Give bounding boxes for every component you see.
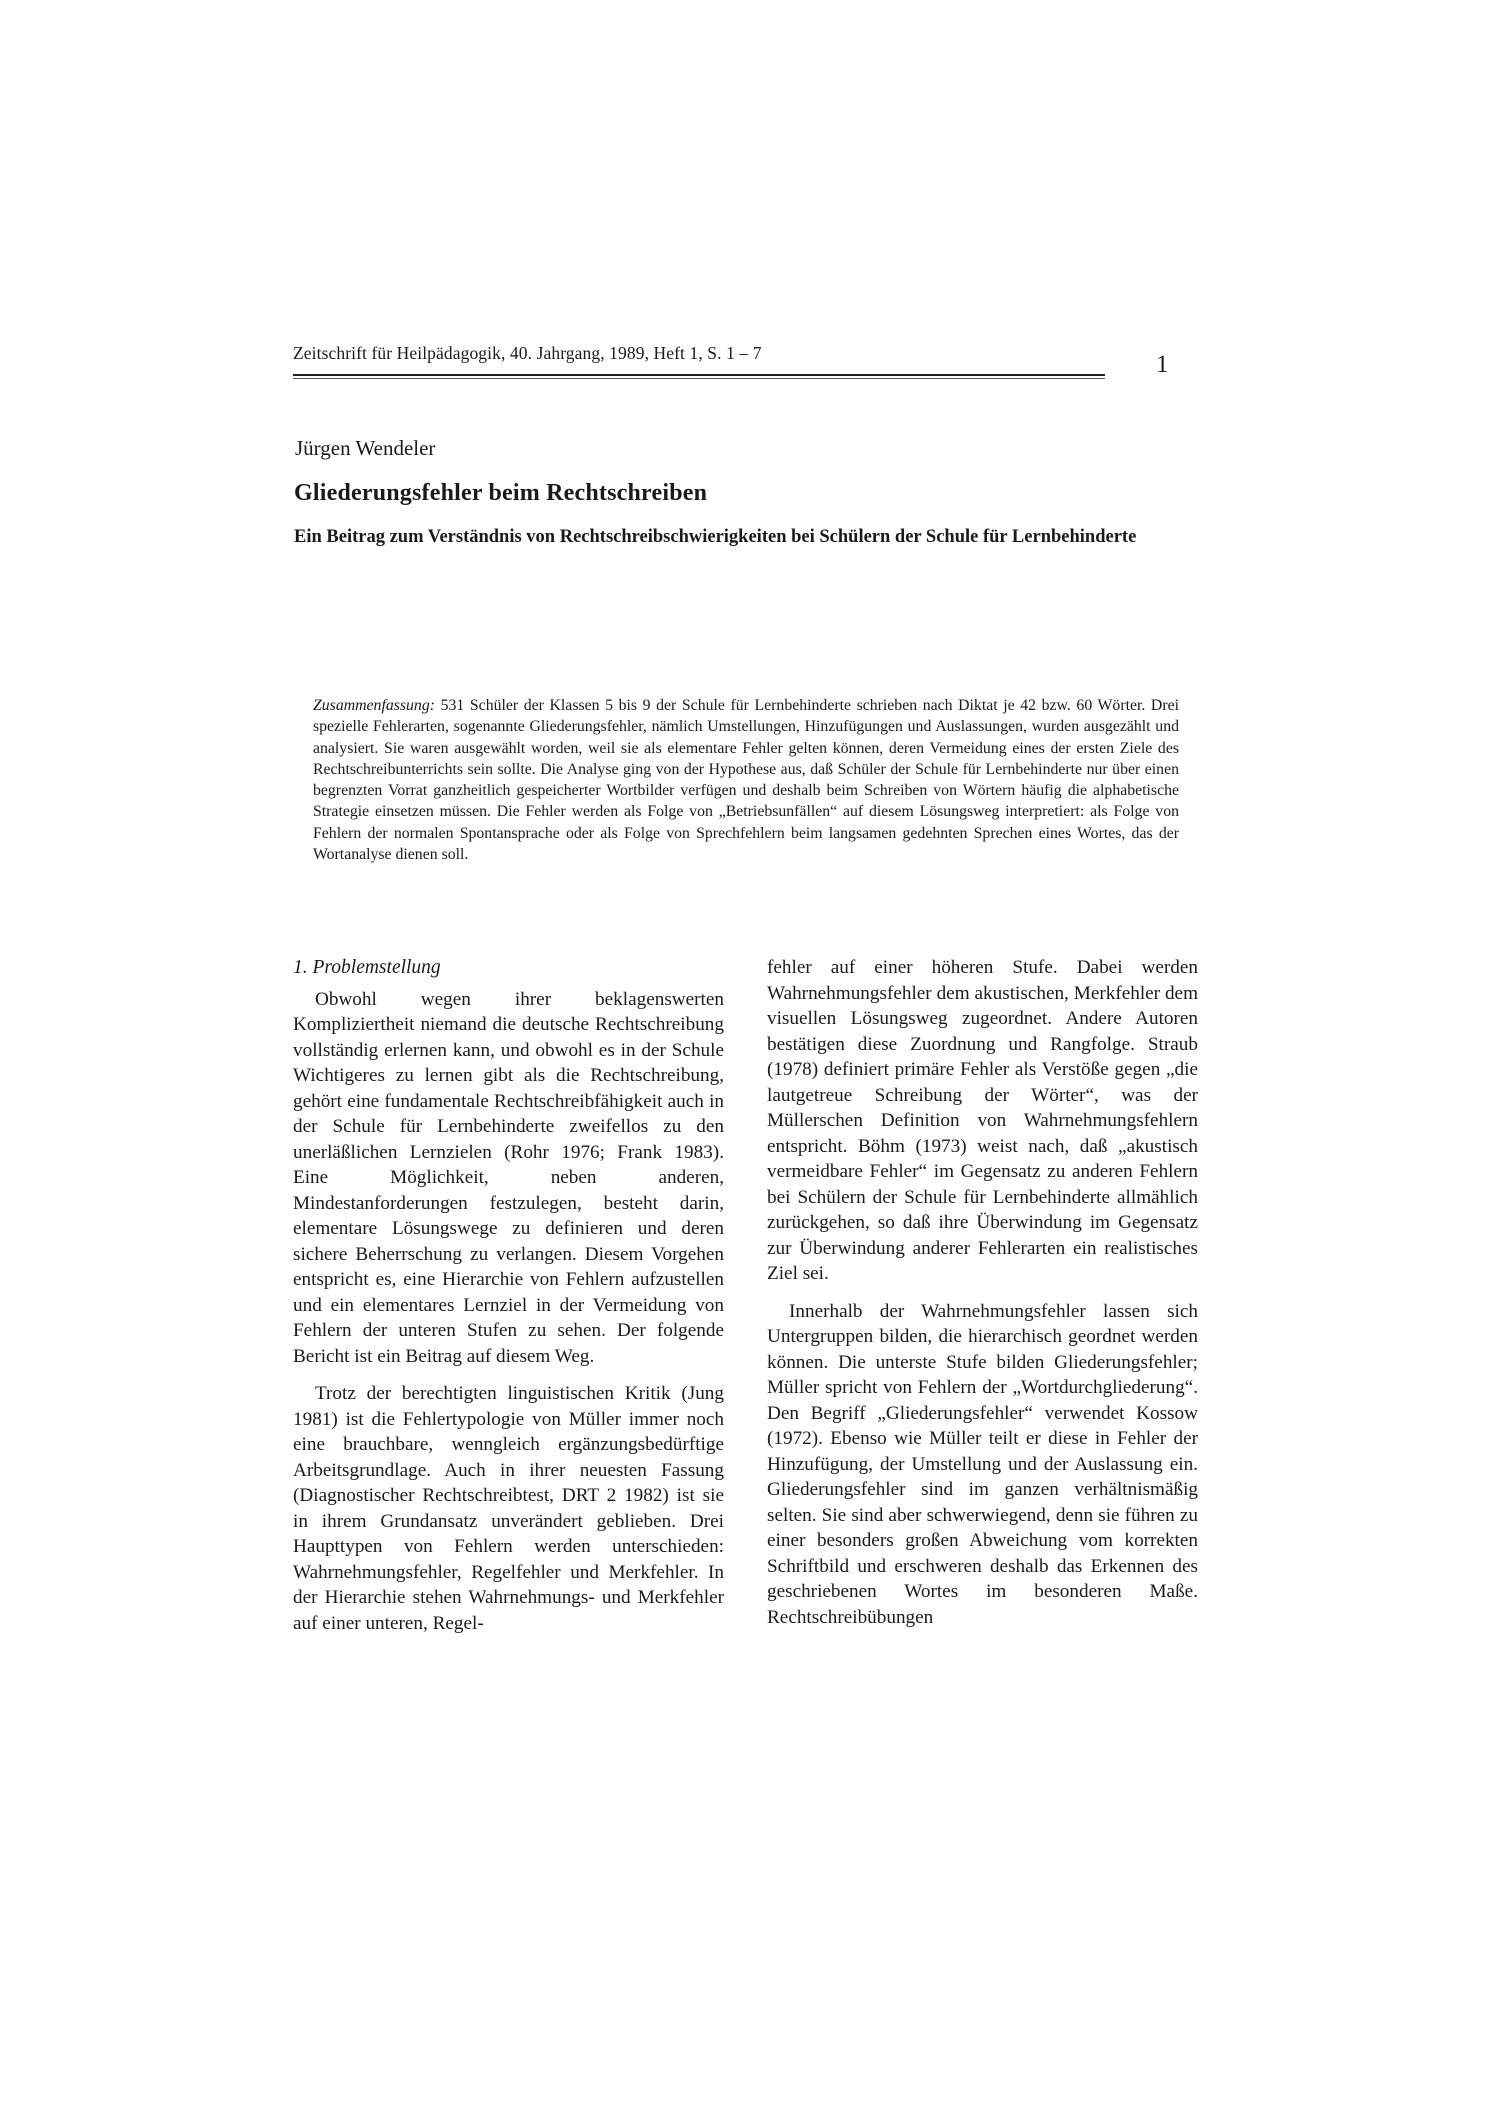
author-name: Jürgen Wendeler: [295, 436, 436, 460]
abstract-label: Zusammenfassung:: [313, 697, 435, 714]
right-column: [767, 955, 1198, 1630]
section-number: 1.: [293, 957, 308, 978]
abstract: [313, 695, 1179, 865]
journal-citation: Zeitschrift für Heilpädagogik, 40. Jahrgang, 1989, Heft 1, S. 1 – 7: [293, 343, 762, 363]
abstract-text: 531 Schüler der Klassen 5 bis 9 der Schule für Lernbehinderte schrieben nach Diktat je 42 bzw. 60 Wörter. Drei spezielle Fehlerarten, sogenannte Gliederungsfehler, nämlich Umstellungen, Hinzufügungen und Auslassungen, wurden ausgezählt und analysiert. Sie waren ausgewählt worden, weil sie als elementare Fehler gelten können, deren Vermeidung eines der ersten Ziele des Rechtschreibunterrichts sein sollte. Die Analyse ging von der Hypothese aus, daß Schüler der Schule für Lernbehinderte nur über einen begrenzten Vorrat ganzheitlich gespeicherter Wortbilder verfügen und deshalb beim Schreiben von Wörtern häufig die alphabetische Strategie einsetzen müssen. Die Fehler werden als Folge von „Betriebsunfällen“ auf diesem Lösungsweg interpretiert: als Folge von Fehlern der normalen Spontansprache oder als Folge von Sprechfehlern beim langsamen gedehnten Sprechen eines Wortes, das der Wortanalyse dienen soll.: [313, 697, 1179, 864]
paragraph: Trotz der berechtigten linguistischen Kritik (Jung 1981) ist die Fehlertypologie von Müller immer noch eine brauchbare, wenngleich ergänzungsbedürftige Arbeitsgrundlage. Auch in ihrer neuesten Fassung (Diagnostischer Rechtschreibtest, DRT 2 1982) ist sie in ihrem Grundansatz unverändert geblieben. Drei Haupttypen von Fehlern werden unterschieden: Wahrnehmungsfehler, Regelfehler und Merkfehler. In der Hierarchie stehen Wahrnehmungs- und Merkfehler auf einer unteren, Regel-: [293, 1383, 724, 1634]
paragraph: Obwohl wegen ihrer beklagenswerten Kompliziertheit niemand die deutsche Rechtschreibung vollständig erlernen kann, und obwohl es in der Schule Wichtigeres zu lernen gibt als die Rechtschreibung, gehört eine fundamentale Rechtschreibfähigkeit auch in der Schule für Lernbehinderte zweifellos zu den unerläßlichen Lernzielen (Rohr 1976; Frank 1983). Eine Möglichkeit, neben anderen, Mindestanforderungen festzulegen, besteht darin, elementare Lösungswege zu definieren und deren sichere Beherrschung zu verlangen. Diesem Vorgehen entspricht es, eine Hierarchie von Fehlern aufzustellen und ein elementares Lernziel in der Vermeidung von Fehlern der unteren Stufen zu sehen. Der folgende Bericht ist ein Beitrag auf diesem Weg.: [293, 988, 724, 1367]
section-title: Problemstellung: [312, 957, 441, 978]
paragraph: Innerhalb der Wahrnehmungsfehler lassen sich Untergruppen bilden, die hierarchisch geordnet werden können. Die unterste Stufe bilden Gliederungsfehler; Müller spricht von Fehlern der „Wortdurchgliederung“. Den Begriff „Gliederungsfehler“ verwendet Kossow (1972). Ebenso wie Müller teilt er diese in Fehler der Hinzufügung, der Umstellung und der Auslassung ein. Gliederungsfehler sind im ganzen verhältnismäßig selten. Sie sind aber schwerwiegend, denn sie führen zu einer besonders großen Abweichung vom korrekten Schriftbild und erschweren deshalb das Erkennen des geschriebenen Wortes im besonderen Maße. Rechtschreibübungen: [767, 1300, 1198, 1628]
header-rule: [293, 374, 1105, 376]
article-subtitle: Ein Beitrag zum Verständnis von Rechtschreibschwierigkeiten bei Schülern der Schule für Lernbehinderte: [294, 527, 1137, 547]
left-column: [293, 955, 724, 1636]
paragraph: fehler auf einer höheren Stufe. Dabei werden Wahrnehmungsfehler dem akustischen, Merkfehler dem visuellen Lösungsweg zugeordnet. Andere Autoren bestätigen diese Zuordnung und Rangfolge. Straub (1978) definiert primäre Fehler als Verstöße gegen „die lautgetreue Schreibung der Wörter“, was der Müllerschen Definition von Wahrnehmungsfehlern entspricht. Böhm (1973) weist nach, daß „akustisch vermeidbare Fehler“ im Gegensatz zu anderen Fehlern bei Schülern der Schule für Lernbehinderte allmählich zurückgehen, so daß ihre Überwindung im Gegensatz zur Überwindung anderer Fehlerarten ein realistisches Ziel sei.: [767, 957, 1198, 1284]
article-title: Gliederungsfehler beim Rechtschreiben: [294, 480, 708, 506]
section-heading: [293, 955, 724, 981]
page-number: 1: [1156, 351, 1169, 378]
header-rule-thin: [293, 378, 1105, 379]
